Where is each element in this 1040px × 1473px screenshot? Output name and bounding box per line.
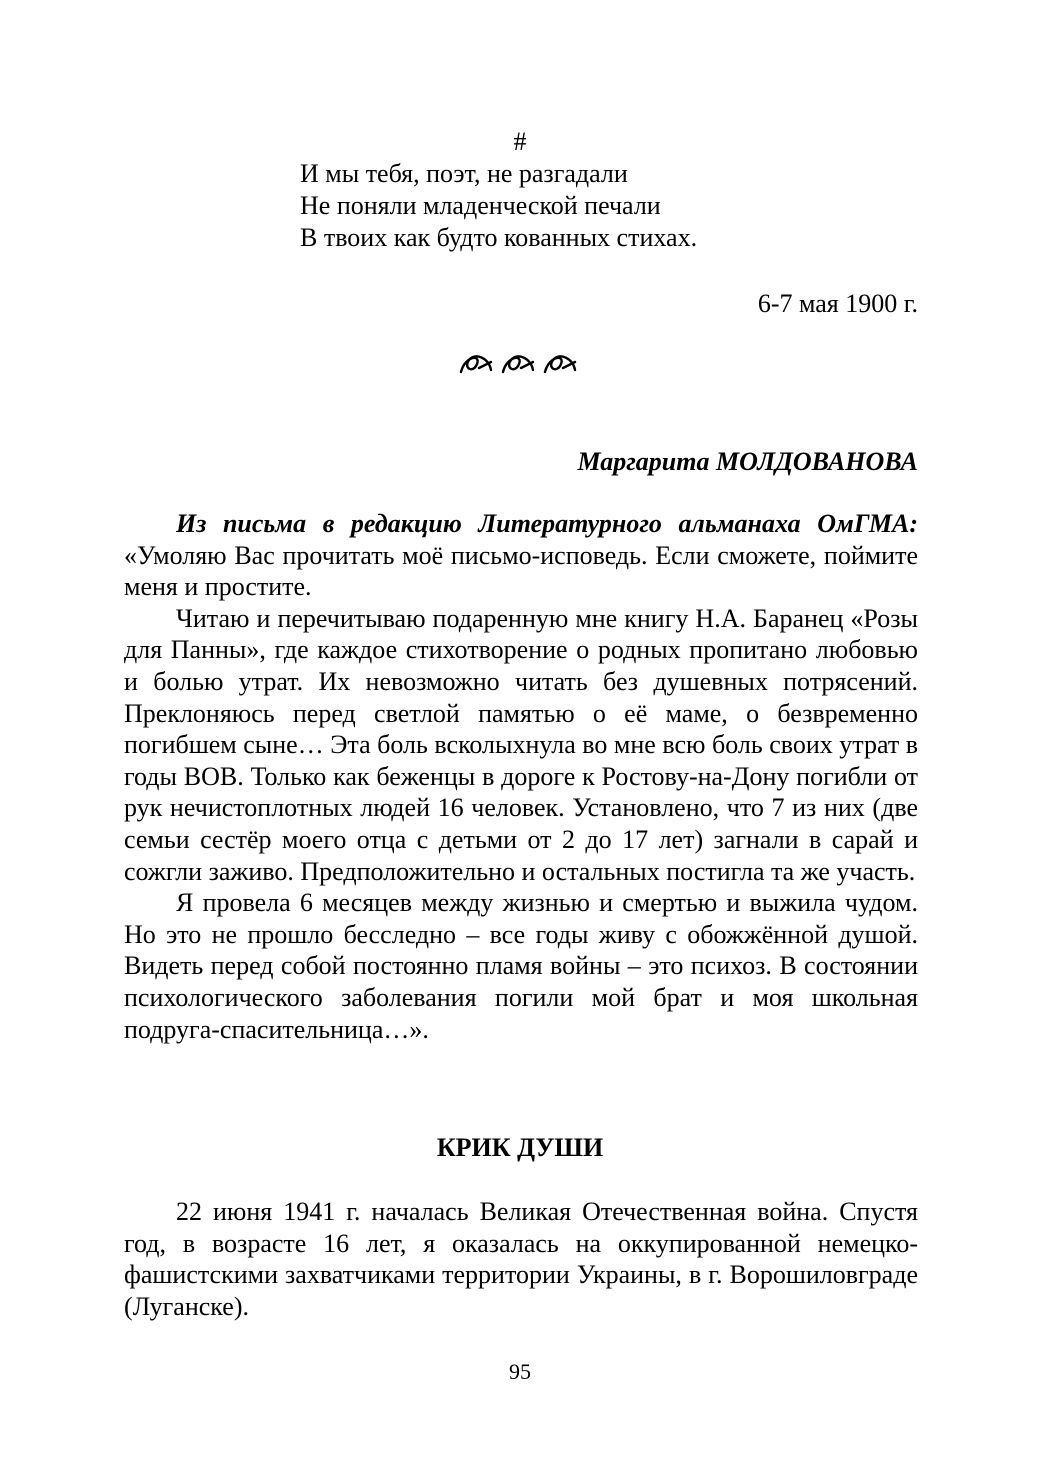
poem-line: В твоих как будто кованных стихах. xyxy=(300,223,698,252)
ornament-glyphs xyxy=(455,346,585,382)
poem-stanza xyxy=(300,158,697,254)
author-name: Маргарита МОЛДОВАНОВА xyxy=(577,447,918,476)
letter-paragraph: Читаю и перечитываю подаренную мне книгу Н.А. Баранец «Розы для Панны», где каждое стихотворение о родных пропитано любовью и болью утрат. Их невозможно читать без душевных потрясений. Преклоняюсь перед светлой памятью о её маме, о безвременно погибшем сыне… Эта боль всколыхнула во мне всю боль своих утрат в годы ВОВ. Только как беженцы в дороге к Ростову-на-Дону погибли от рук нечистоплотных людей 16 человек. Установлено, что 7 из них (две семьи сестёр моего отца с детьми от 2 до 17 лет) загнали в сарай и сожгли заживо. Предположительно и остальных постигла та же участь. xyxy=(124,603,918,886)
section-title: КРИК ДУШИ xyxy=(436,1133,604,1162)
poem-line: Не поняли младенческой печали xyxy=(300,191,661,220)
poem-line: И мы тебя, поэт, не разгадали xyxy=(300,159,628,188)
section-ornament xyxy=(0,346,1040,392)
letter-paragraph xyxy=(124,508,918,603)
poem-marker: # xyxy=(513,127,527,156)
poem-date: 6-7 мая 1900 г. xyxy=(757,289,918,318)
section-paragraph: 22 июня 1941 г. началась Великая Отечественная война. Спустя год, в возрасте 16 лет, я оказалась на оккупированной немецко-фашистскими захватчиками территории Украины, в г. Ворошиловграде (Луганске). xyxy=(124,1197,918,1321)
letter-lead: Из письма в редакцию Литературного альманаха ОмГМА: xyxy=(176,509,918,538)
page-number: 95 xyxy=(509,1359,531,1384)
letter-paragraph: Я провела 6 месяцев между жизнью и смертью и выжила чудом. Но это не прошло бесследно – все годы живу с обожжённой душой. Видеть перед собой постоянно пламя войны – это психоз. В состоянии психологического заболевания погили мой брат и моя школьная подруга-спасительница…». xyxy=(124,888,918,1044)
letter-text: «Умоляю Вас прочитать моё письмо-исповедь. Если сможете, поймите меня и простите. xyxy=(124,540,918,602)
letter-excerpt xyxy=(124,508,918,1045)
section-body xyxy=(124,1196,918,1322)
